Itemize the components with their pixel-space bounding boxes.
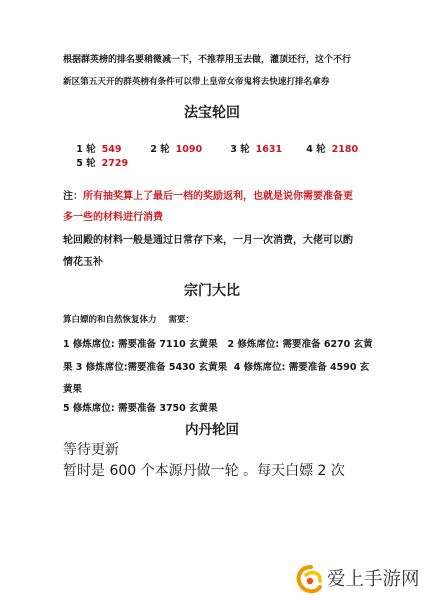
section-title-zongmen: 宗门大比 [184,283,240,299]
round-value: 1631 [255,144,283,156]
intro-line-2: 新区第五天开的群英榜有条件可以带上皇帝女帝鬼将去快速打排名拿券 [63,77,330,87]
section-title-neidan: 内丹轮回 [185,422,239,438]
tip-line-1: 轮回殿的材料一般是通过日常存下来，一月一次消费，大佬可以酌 [63,235,353,246]
round-label: 1 轮 [76,144,96,156]
zongmen-line: 果 3 修炼席位:需要准备 5430 玄黄果 4 修炼席位: 需要准备 4590 玄 [63,362,370,373]
zongmen-line: 黄果 [63,384,83,395]
aishang-logo-icon [295,564,325,596]
intro-line-1: 根据群英榜的排名要稍微减一下，不推荐用玉去做，灌顶还行，这个不行 [63,55,352,65]
round-label: 2 轮 [150,144,170,156]
round-item [137,135,202,166]
zongmen-line: 1 修炼席位: 需要准备 7110 玄黄果 2 修炼席位: 需要准备 6270 玄黄 [63,339,373,350]
note-text: 所有抽奖算上了最后一档的奖励返利，也就是说你需要准备更 [83,191,353,202]
note-line-2: 多一些的材料进行消费 [63,212,163,223]
round-item [63,149,128,180]
zongmen-intro: 算白嫖的和自然恢复体力 需要： [63,315,194,325]
neidan-status: 等待更新 [63,442,119,458]
round-value: 2729 [101,158,129,170]
note-line-1 [63,191,353,202]
round-value: 2180 [331,144,359,156]
round-value: 549 [101,144,122,156]
note-prefix: 注： [63,191,83,202]
zongmen-line: 5 修炼席位: 需要准备 3750 玄黄果 [63,403,218,414]
round-label: 5 轮 [76,158,96,170]
round-value: 1090 [175,144,203,156]
round-item [217,135,282,166]
section-title-fabao: 法宝轮回 [184,105,240,121]
watermark-text: 爱上手游网 [327,569,420,590]
round-label: 4 轮 [306,144,326,156]
round-label: 3 轮 [230,144,250,156]
neidan-detail: 暂时是 600 个本源丹做一轮 。每天白嫖 2 次 [63,463,345,479]
round-item [293,135,358,166]
tip-line-2: 情花玉补 [63,257,103,268]
